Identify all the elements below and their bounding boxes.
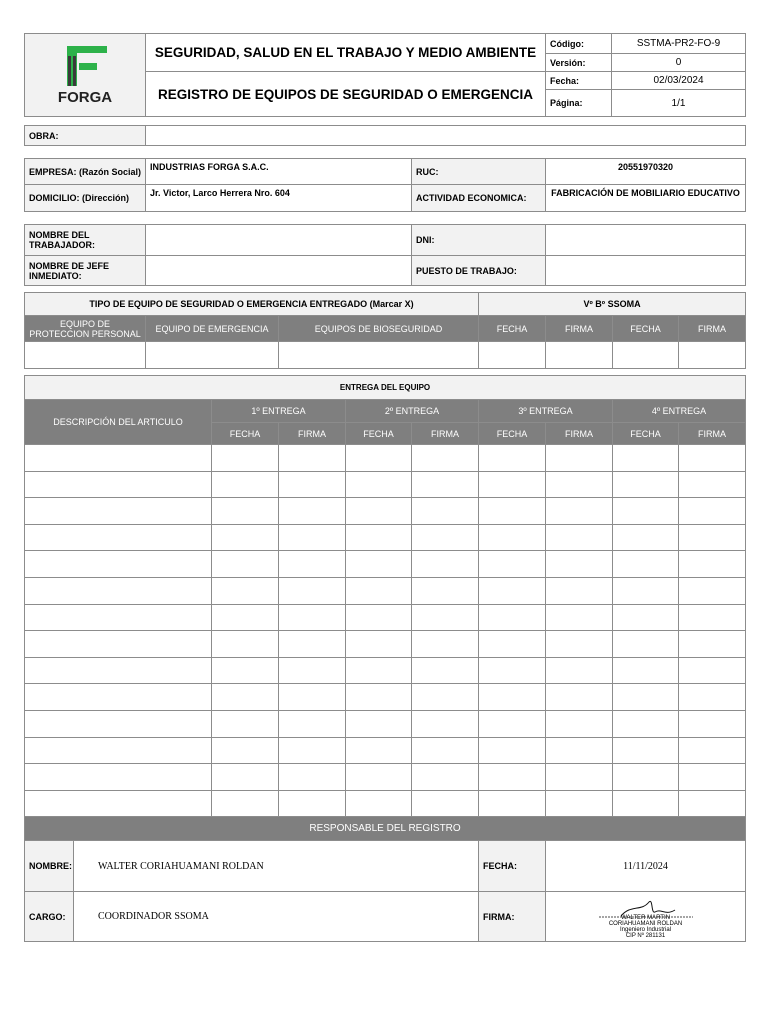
forga-logo-icon [40,43,130,105]
firma-cell[interactable] [279,498,346,525]
fecha-cell[interactable] [212,631,279,658]
firma-cell[interactable] [279,471,346,498]
fecha-cell[interactable] [212,524,279,551]
firma-cell[interactable] [679,790,746,817]
fecha-cell[interactable] [212,445,279,472]
firma-cell[interactable] [412,445,479,472]
empresa-block [24,158,745,212]
firma-cell[interactable] [412,710,479,737]
fecha-cell[interactable] [479,577,546,604]
firma-cell[interactable] [412,604,479,631]
meta-value: SSTMA-PR2-FO-9 [612,34,746,54]
firma-cell[interactable] [679,604,746,631]
fecha-cell[interactable] [613,445,679,472]
fecha-cell[interactable] [212,498,279,525]
descripcion-cell[interactable] [25,657,212,684]
col-emergencia: EQUIPO DE EMERGENCIA [146,316,279,342]
fecha-cell[interactable] [613,498,679,525]
firma-cell[interactable] [546,631,613,658]
firma-cell[interactable] [679,524,746,551]
fecha-cell[interactable] [346,710,412,737]
header-title-1: SEGURIDAD, SALUD EN EL TRABAJO Y MEDIO AMBIENTE [146,34,546,72]
trabajador-block [24,224,745,286]
table-row [25,498,746,525]
tipo-title: TIPO DE EQUIPO DE SEGURIDAD O EMERGENCIA ENTREGADO (Marcar X) [25,293,479,316]
firma-cell[interactable] [279,551,346,578]
vobo-firma-field[interactable] [679,342,746,369]
fecha-cell[interactable] [346,631,412,658]
logo-text: FORGA [57,89,113,105]
bioseguridad-checkbox[interactable] [279,342,479,369]
col-fecha: FECHA [212,423,279,445]
fecha-label: FECHA: [479,841,546,892]
actividad-label: ACTIVIDAD ECONOMICA: [412,185,546,212]
fecha-cell[interactable] [613,577,679,604]
fecha-cell[interactable] [212,710,279,737]
descripcion-cell[interactable] [25,498,212,525]
firma-cell[interactable] [412,764,479,791]
fecha-cell[interactable] [212,737,279,764]
firma-cell[interactable] [279,524,346,551]
empresa-value: INDUSTRIAS FORGA S.A.C. [146,159,412,185]
fecha-cell[interactable] [346,737,412,764]
firma-cell[interactable] [412,471,479,498]
domicilio-value: Jr. Victor, Larco Herrera Nro. 604 [146,185,412,212]
table-row [25,445,746,472]
table-row [25,604,746,631]
firma-cell[interactable] [279,737,346,764]
vobo-fecha-field[interactable] [479,342,546,369]
cargo-label: CARGO: [25,892,74,942]
fecha-cell[interactable] [613,631,679,658]
col-fecha: FECHA [479,423,546,445]
descripcion-cell[interactable] [25,631,212,658]
fecha-cell[interactable] [479,551,546,578]
nombre-label: NOMBRE: [25,841,74,892]
table-row [25,577,746,604]
fecha-cell[interactable] [346,657,412,684]
puesto-label: PUESTO DE TRABAJO: [412,256,546,286]
firma-cell[interactable] [412,790,479,817]
descripcion-cell[interactable] [25,551,212,578]
col-descripcion: DESCRIPCIÓN DEL ARTICULO [25,400,212,445]
responsable-title: RESPONSABLE DEL REGISTRO [25,817,746,841]
fecha-cell[interactable] [613,524,679,551]
col-bioseguridad: EQUIPOS DE BIOSEGURIDAD [279,316,479,342]
fecha-cell[interactable] [212,551,279,578]
firma-cell[interactable] [679,551,746,578]
fecha-cell[interactable] [212,577,279,604]
col-firma: FIRMA [546,423,613,445]
firma-cell[interactable] [279,631,346,658]
firma-cell[interactable] [412,737,479,764]
entrega-title: ENTREGA DEL EQUIPO [25,376,746,400]
descripcion-cell[interactable] [25,764,212,791]
fecha-cell[interactable] [212,471,279,498]
descripcion-cell[interactable] [25,524,212,551]
firma-cell[interactable] [546,710,613,737]
entrega-4-header: 4º ENTREGA [613,400,746,423]
fecha-cell[interactable] [613,657,679,684]
firma-cell[interactable] [412,524,479,551]
firma-field[interactable] [546,892,746,942]
firma-cell[interactable] [546,577,613,604]
firma-cell[interactable] [546,445,613,472]
fecha-cell[interactable] [212,764,279,791]
fecha-cell[interactable] [212,657,279,684]
fecha-cell[interactable] [613,790,679,817]
fecha-cell[interactable] [212,790,279,817]
col-fecha: FECHA [613,316,679,342]
table-row [25,551,746,578]
firma-cell[interactable] [546,790,613,817]
table-row [25,471,746,498]
firma-cell[interactable] [279,604,346,631]
firma-cell[interactable] [412,498,479,525]
firma-cell[interactable] [679,577,746,604]
descripcion-cell[interactable] [25,790,212,817]
vobo-title: Vº Bº SSOMA [479,293,746,316]
emergencia-checkbox[interactable] [146,342,279,369]
col-fecha: FECHA [613,423,679,445]
meta-label: Página: [546,90,612,117]
meta-label: Código: [546,34,612,54]
fecha-cell[interactable] [346,764,412,791]
col-epp: EQUIPO DE PROTECCION PERSONAL [25,316,146,342]
entrega-1-header: 1º ENTREGA [212,400,346,423]
fecha-cell[interactable] [479,710,546,737]
firma-cell[interactable] [412,577,479,604]
obra-block [24,125,745,146]
entrega-3-header: 3º ENTREGA [479,400,613,423]
fecha-cell[interactable] [613,764,679,791]
stamp-line: CORIAHUAMANI ROLDAN [608,920,683,927]
jefe-field[interactable] [146,256,412,286]
vobo-firma-field[interactable] [546,342,613,369]
entrega-2-header: 2º ENTREGA [346,400,479,423]
meta-value: 1/1 [612,90,746,117]
col-firma: FIRMA [412,423,479,445]
fecha-cell[interactable] [479,524,546,551]
firma-cell[interactable] [546,551,613,578]
fecha-cell[interactable] [346,604,412,631]
fecha-cell[interactable] [346,684,412,711]
firma-cell[interactable] [679,737,746,764]
firma-cell[interactable] [279,577,346,604]
actividad-value: FABRICACIÓN DE MOBILIARIO EDUCATIVO [546,185,746,212]
firma-cell[interactable] [412,684,479,711]
empresa-label: EMPRESA: (Razón Social) [25,159,146,185]
table-row [25,737,746,764]
firma-cell[interactable] [279,684,346,711]
fecha-value: 11/11/2024 [546,841,746,892]
jefe-label: NOMBRE DE JEFE INMEDIATO: [25,256,146,286]
col-firma: FIRMA [679,316,746,342]
fecha-cell[interactable] [346,445,412,472]
fecha-cell[interactable] [346,577,412,604]
firma-cell[interactable] [279,657,346,684]
firma-cell[interactable] [546,764,613,791]
domicilio-label: DOMICILIO: (Dirección) [25,185,146,212]
fecha-cell[interactable] [613,604,679,631]
epp-checkbox[interactable] [25,342,146,369]
meta-label: Fecha: [546,72,612,90]
firma-cell[interactable] [679,710,746,737]
descripcion-cell[interactable] [25,577,212,604]
firma-cell[interactable] [679,764,746,791]
ruc-value: 20551970320 [546,159,746,185]
descripcion-cell[interactable] [25,684,212,711]
fecha-cell[interactable] [479,764,546,791]
table-row [25,790,746,817]
fecha-cell[interactable] [479,790,546,817]
fecha-cell[interactable] [613,737,679,764]
table-row [25,657,746,684]
descripcion-cell[interactable] [25,710,212,737]
table-row [25,524,746,551]
fecha-cell[interactable] [212,604,279,631]
ruc-label: RUC: [412,159,546,185]
tipo-equipo-block [24,292,745,369]
descripcion-cell[interactable] [25,445,212,472]
fecha-cell[interactable] [346,498,412,525]
firma-cell[interactable] [279,445,346,472]
meta-label: Versión: [546,54,612,72]
fecha-cell[interactable] [346,471,412,498]
firma-cell[interactable] [546,684,613,711]
fecha-cell[interactable] [613,710,679,737]
stamp-line: WALTER MARTIN [621,914,670,921]
descripcion-cell[interactable] [25,471,212,498]
firma-cell[interactable] [546,604,613,631]
firma-cell[interactable] [412,657,479,684]
col-firma: FIRMA [546,316,613,342]
firma-label: FIRMA: [479,892,546,942]
firma-cell[interactable] [546,498,613,525]
firma-cell[interactable] [679,471,746,498]
dni-label: DNI: [412,225,546,256]
fecha-cell[interactable] [479,684,546,711]
firma-cell[interactable] [546,657,613,684]
fecha-cell[interactable] [346,524,412,551]
nombre-trabajador-label: NOMBRE DEL TRABAJADOR: [25,225,146,256]
forga-logo [25,34,146,117]
firma-cell[interactable] [546,737,613,764]
firma-cell[interactable] [279,710,346,737]
meta-value: 0 [612,54,746,72]
col-firma: FIRMA [279,423,346,445]
firma-cell[interactable] [412,631,479,658]
fecha-cell[interactable] [479,445,546,472]
stamp-line: Ingeniero Industrial [619,926,672,933]
signature-stamp [591,894,701,940]
firma-cell[interactable] [679,657,746,684]
nombre-trabajador-field[interactable] [146,225,412,256]
fecha-cell[interactable] [479,631,546,658]
table-row [25,710,746,737]
responsable-block [24,816,745,942]
fecha-cell[interactable] [479,604,546,631]
fecha-cell[interactable] [479,471,546,498]
col-fecha: FECHA [346,423,412,445]
stamp-line: CIP Nº 281131 [625,932,666,939]
firma-cell[interactable] [279,790,346,817]
fecha-cell[interactable] [346,790,412,817]
obra-field[interactable] [146,126,746,146]
vobo-fecha-field[interactable] [613,342,679,369]
puesto-field[interactable] [546,256,746,286]
fecha-cell[interactable] [479,657,546,684]
table-row [25,631,746,658]
firma-cell[interactable] [412,551,479,578]
meta-value: 02/03/2024 [612,72,746,90]
fecha-cell[interactable] [212,684,279,711]
fecha-cell[interactable] [613,551,679,578]
descripcion-cell[interactable] [25,737,212,764]
header-block [24,33,745,117]
firma-cell[interactable] [679,498,746,525]
table-row [25,684,746,711]
fecha-cell[interactable] [479,737,546,764]
obra-label: OBRA: [25,126,146,146]
firma-cell[interactable] [279,764,346,791]
fecha-cell[interactable] [613,471,679,498]
firma-cell[interactable] [679,631,746,658]
fecha-cell[interactable] [479,498,546,525]
firma-cell[interactable] [546,524,613,551]
dni-field[interactable] [546,225,746,256]
firma-cell[interactable] [679,445,746,472]
col-fecha: FECHA [479,316,546,342]
descripcion-cell[interactable] [25,604,212,631]
header-title-2: REGISTRO DE EQUIPOS DE SEGURIDAD O EMERGENCIA [146,72,546,117]
entrega-block [24,375,745,817]
cargo-value: COORDINADOR SSOMA [74,892,479,942]
nombre-value: WALTER CORIAHUAMANI ROLDAN [74,841,479,892]
col-firma: FIRMA [679,423,746,445]
firma-cell[interactable] [546,471,613,498]
fecha-cell[interactable] [346,551,412,578]
table-row [25,764,746,791]
fecha-cell[interactable] [613,684,679,711]
firma-cell[interactable] [679,684,746,711]
